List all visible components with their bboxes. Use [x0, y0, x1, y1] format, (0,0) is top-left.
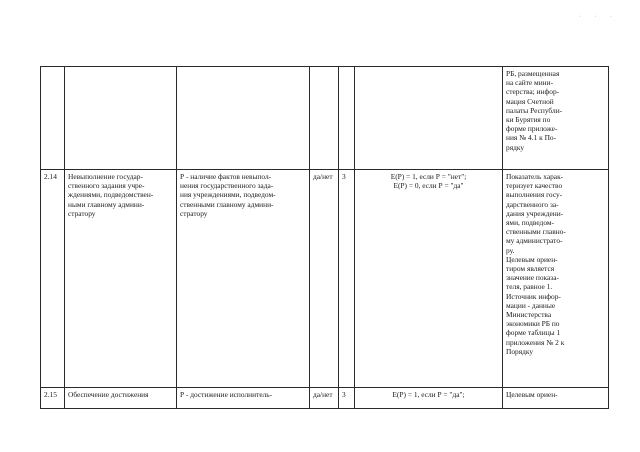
indicator-table	[40, 66, 609, 409]
note-line: ния № 4.1 к По-	[506, 133, 557, 143]
note-line: Целевым ориен-	[506, 390, 558, 399]
cell-weight	[339, 67, 355, 170]
note-line: экономики РБ по	[506, 319, 560, 329]
cell-number: 2.14	[41, 170, 65, 388]
note-line: мации - данные	[506, 300, 556, 310]
note-line: Показатель харак-	[506, 172, 564, 181]
cell-definition	[177, 388, 310, 409]
cell-name	[65, 170, 177, 388]
definition-line: нения государственного зада-	[180, 181, 274, 191]
name-line: стратору	[68, 208, 96, 218]
formula-line: Е(Р) = 1, если Р = "да";	[392, 390, 465, 399]
scan-specks: · · ·	[579, 14, 618, 20]
cell-note	[503, 170, 609, 388]
note-line: форме приложе-	[506, 124, 558, 134]
note-line: на сайте мини-	[506, 78, 554, 88]
note-line: теризует качество	[506, 181, 563, 191]
note-line: дарственного за-	[506, 199, 559, 209]
name-line: ными главному админи-	[68, 199, 145, 209]
note-line: ки Бурятия по	[506, 115, 551, 125]
table-row-2-15	[41, 388, 609, 409]
note-line: форме таблицы 1	[506, 328, 561, 338]
note-line: ственными главно-	[506, 227, 566, 237]
note-line: РБ, размещенная	[506, 69, 560, 78]
cell-formula	[355, 67, 503, 170]
note-line: ру.	[506, 245, 515, 255]
cell-definition	[177, 170, 310, 388]
cell-weight: 3	[339, 170, 355, 388]
note-line: дания учреждени-	[506, 208, 564, 218]
cell-name	[65, 67, 177, 170]
cell-note	[503, 67, 609, 170]
note-line: приложения № 2 к	[506, 337, 565, 347]
name-line: Обеспечение достижения	[68, 390, 149, 399]
name-line: ственного задания учре-	[68, 181, 145, 191]
cell-number	[41, 67, 65, 170]
formula-line: Е(Р) = 0, если Р = "да"	[393, 181, 464, 191]
note-line: выполнения госу-	[506, 190, 563, 200]
note-line: палаты Республи-	[506, 105, 563, 115]
note-line: Министерства	[506, 310, 552, 320]
note-line: мация Счетной	[506, 96, 554, 106]
note-line: значение показа-	[506, 273, 559, 283]
cell-unit: да/нет	[310, 388, 339, 409]
note-line: Порядку	[506, 346, 534, 356]
note-line: Целевым ориен-	[506, 254, 558, 264]
cell-unit	[310, 67, 339, 170]
note-line: рядку	[506, 142, 525, 152]
cell-definition	[177, 67, 310, 170]
definition-line: ственными главному админи-	[180, 199, 274, 209]
definition-line: ния учреждениями, подведом-	[180, 190, 276, 200]
note-line: му администрато-	[506, 236, 563, 246]
cell-number: 2.15	[41, 388, 65, 409]
cell-formula	[355, 388, 503, 409]
name-line: Невыполнение государ-	[68, 172, 143, 181]
definition-line: стратору	[180, 208, 208, 218]
note-line: стерства; инфор-	[506, 87, 560, 97]
definition-line: Р - достижение исполнитель-	[180, 390, 273, 399]
note-line: тиром является	[506, 264, 555, 274]
note-line: теля, равное 1.	[506, 282, 553, 292]
cell-unit: да/нет	[310, 170, 339, 388]
note-line: ями, подведом-	[506, 218, 555, 228]
definition-line: Р - наличие фактов невыпол-	[180, 172, 272, 181]
formula-line: Е(Р) = 1, если Р = "нет";	[390, 172, 467, 181]
cell-weight: 3	[339, 388, 355, 409]
table-row-2-14	[41, 170, 609, 388]
note-line: Источник инфор-	[506, 291, 561, 301]
cell-note	[503, 388, 609, 409]
cell-name	[65, 388, 177, 409]
table-row-continuation	[41, 67, 609, 170]
cell-formula	[355, 170, 503, 388]
name-line: ждениями, подведомствен-	[68, 190, 154, 200]
